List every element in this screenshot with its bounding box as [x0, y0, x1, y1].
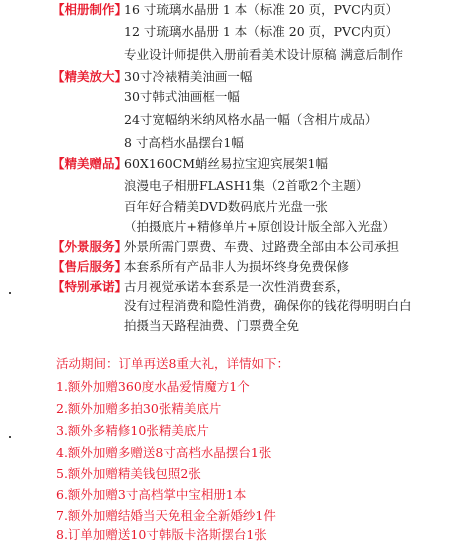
section-line: 古月视觉承诺本套系是一次性消费套系，	[124, 279, 350, 294]
section-line: 浪漫电子相册FLASH1集（2首歌2个主题）	[124, 178, 369, 193]
promo-item: 3.额外多精修10张精美底片	[56, 423, 209, 438]
promo-item: 8.订单加赠送10寸韩版卡洛斯摆台1张	[56, 527, 267, 542]
section-tag: 【精美放大】	[52, 69, 128, 84]
section-line: 12 寸琉璃水晶册 1 本（标准 20 页，PVC内页）	[124, 24, 399, 39]
margin-dot	[9, 436, 11, 438]
section-line: 拍摄当天路程油费、门票费全免	[124, 318, 300, 333]
margin-dot	[9, 292, 11, 294]
section-tag: 【外景服务】	[52, 239, 128, 254]
promo-item: 2.额外加赠多拍30张精美底片	[56, 401, 222, 416]
section-line: 本套系所有产品非人为损坏终身免费保修	[124, 259, 350, 274]
promo-item: 4.额外加赠多赠送8寸高档水晶摆台1张	[56, 445, 272, 460]
section-line: 60X160CM蛸丝易拉宝迎宾展架1幅	[124, 156, 328, 171]
section-line: 16 寸琉璃水晶册 1 本（标准 20 页，PVC内页）	[124, 2, 399, 17]
section-line: 外景所需门票费、车费、过路费全部由本公司承担	[124, 239, 400, 254]
section-tag: 【售后服务】	[52, 259, 128, 274]
section-line: 百年好合精美DVD数码底片光盘一张	[124, 199, 328, 214]
section-line: 24寸宽幅纳米纳风格水晶一幅（含相片成品）	[124, 112, 378, 127]
promo-item: 7.额外加赠结婚当天免租金全新婚纱1件	[56, 508, 276, 523]
section-line: （拍摄底片+精修单片+原创设计版全部入光盘）	[124, 219, 395, 234]
section-line: 8 寸高档水晶摆台1幅	[124, 135, 244, 150]
section-tag: 【精美赠品】	[52, 156, 128, 171]
promo-item: 1.额外加赠360度水晶爱情魔方1个	[56, 379, 250, 394]
section-tag: 【特别承诺】	[52, 279, 128, 294]
section-line: 专业设计师提供入册前看美术设计原稿 满意后制作	[124, 47, 403, 62]
promo-item: 6.额外加赠3寸高档掌中宝相册1本	[56, 487, 247, 502]
section-line: 30寸韩式油画框一幅	[124, 89, 240, 104]
promo-title: 活动期间：订单再送8重大礼，详情如下：	[56, 356, 289, 371]
promo-item: 5.额外加赠精美钱包照2张	[56, 466, 201, 481]
section-line: 30寸冷裱精美油画一幅	[124, 69, 253, 84]
section-tag: 【相册制作】	[52, 2, 128, 17]
section-line: 没有过程消费和隐性消费，确保你的钱花得明明白白	[124, 298, 412, 313]
